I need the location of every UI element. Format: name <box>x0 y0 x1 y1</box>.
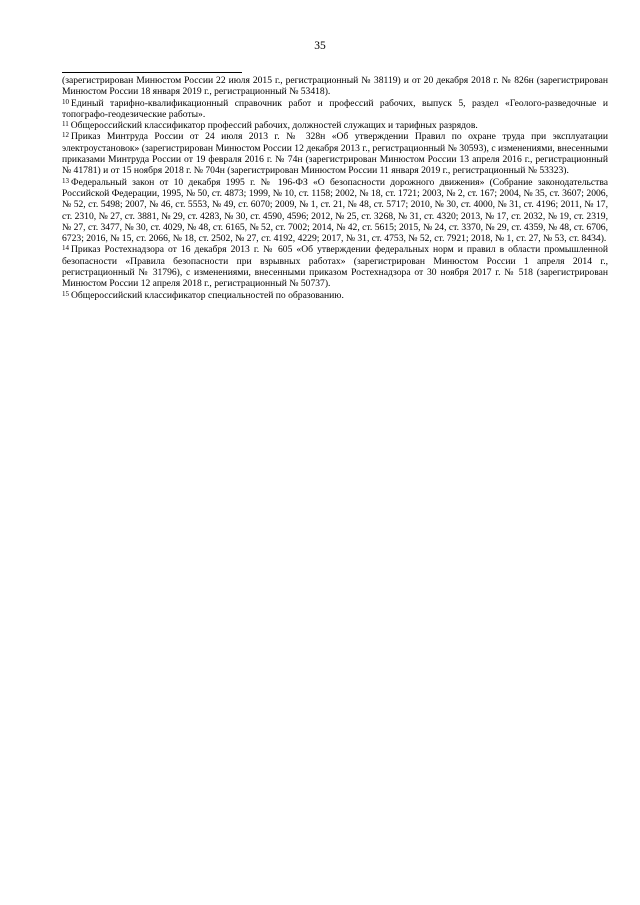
footnote-text: Приказ Минтруда России от 24 июля 2013 г. № 328н «Об утверждении Правил по охране труда при эксплуатации электроустановок» (зарегистрирован Минюстом России 12 декабря 2013 г., регистрационный № 30593), с изменениями, внесенными приказами Минтруда России от 19 февраля 2016 г. № 74н (зарегистрирован Минюстом России 13 апреля 2016 г., регистрационный № 41781) и от 15 ноября 2018 г. № 704н (зарегистрирован Минюстом России 11 января 2019 г., регистрационный № 53323). <box>62 131 608 177</box>
footnote-number: 13 <box>62 176 69 185</box>
footnote-12 <box>62 131 608 176</box>
footnote-number: 12 <box>62 131 69 140</box>
footnote-number: 11 <box>62 120 69 129</box>
footnote-15 <box>62 290 608 301</box>
footnote-10 <box>62 98 608 121</box>
footnote-text: (зарегистрирован Минюстом России 22 июля 2015 г., регистрационный № 38119) и от 20 декабря 2018 г. № 826н (зарегистрирован Минюстом России 18 января 2019 г., регистрационный № 53418). <box>62 75 608 98</box>
footnote-text: Единый тарифно-квалификационный справочник работ и профессий рабочих, выпуск 5, раздел «Геолого-разведочные и топографо-геодезические работы». <box>62 97 608 120</box>
footnote-separator <box>62 72 242 73</box>
footnote-number: 14 <box>62 244 69 253</box>
footnote-text: Общероссийский классификатор специальностей по образованию. <box>71 289 344 301</box>
footnote-continuation <box>62 75 608 98</box>
footnotes <box>62 75 608 301</box>
footnote-13 <box>62 177 608 245</box>
footnote-text: Приказ Ростехнадзора от 16 декабря 2013 г. № 605 «Об утверждении федеральных норм и правил в области промышленной безопасности «Правила безопасности при взрывных работах» (зарегистрирован Минюстом России 1 апреля 2014 г., регистрационный № 31796), с изменениями, внесенными приказом Ростехнадзора от 30 ноября 2017 г. № 518 (зарегистрирован Минюстом России 12 апреля 2018 г., регистрационный № 50737). <box>62 244 608 290</box>
footnote-text: Федеральный закон от 10 декабря 1995 г. № 196-ФЗ «О безопасности дорожного движения» (Собрание законодательства Российской Федерации, 1995, № 50, ст. 4873; 1999, № 10, ст. 1158; 2002, № 18, ст. 1721; 2003, № 2, ст. 167; 2004, № 35, ст. 3607; 2006, № 52, ст. 5498; 2007, № 46, ст. 5553, № 49, ст. 6070; 2009, № 1, ст. 21, № 48, ст. 5717; 2010, № 30, ст. 4000, № 31, ст. 4196; 2011, № 17, ст. 2310, № 27, ст. 3881, № 29, ст. 4283, № 30, ст. 4590, 4596; 2012, № 25, ст. 3268, № 31, ст. 4320; 2013, № 17, ст. 2032, № 19, ст. 2319, № 27, ст. 3477, № 30, ст. 4029, № 48, ст. 6165, № 52, ст. 7002; 2014, № 42, ст. 5615; 2015, № 24, ст. 3370, № 29, ст. 4359, № 48, ст. 6706, 6723; 2016, № 15, ст. 2066, № 18, ст. 2502, № 27, ст. 4192, 4229; 2017, № 31, ст. 4753, № 52, ст. 7921; 2018, № 1, ст. 27, № 53, ст. 8434). <box>62 176 608 245</box>
footnote-text: Общероссийский классификатор профессий рабочих, должностей служащих и тарифных разрядов. <box>70 120 478 132</box>
page-number: 35 <box>314 40 326 52</box>
footnote-14 <box>62 244 608 289</box>
footnote-11 <box>62 120 608 131</box>
footnote-number: 10 <box>62 97 69 106</box>
footnote-number: 15 <box>62 289 69 298</box>
